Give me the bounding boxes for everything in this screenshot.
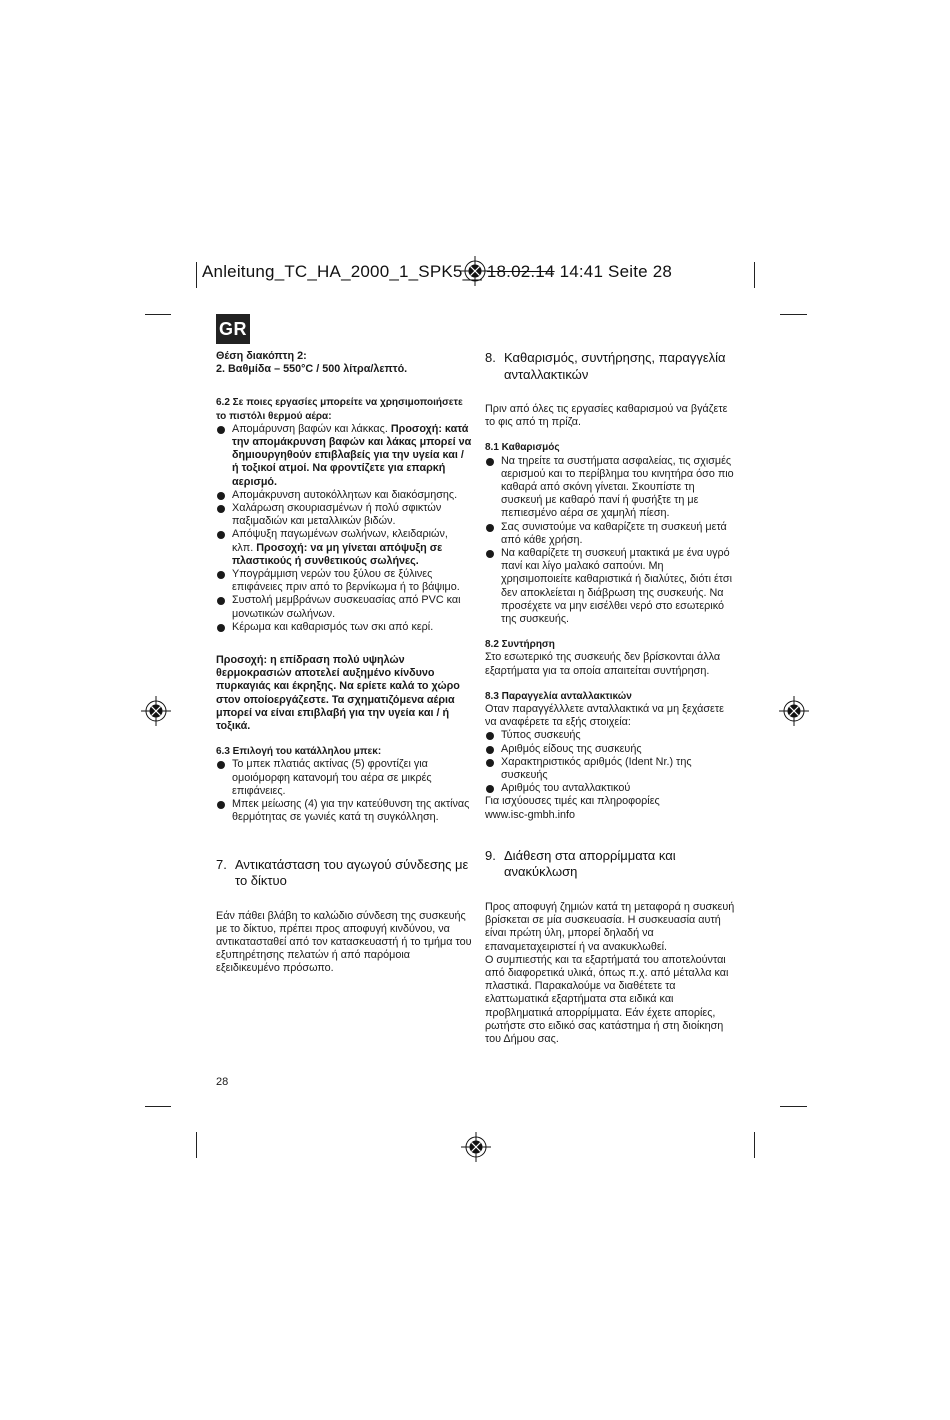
section-8-3-outro: Για ισχύουσες τιμές και πληροφορίες bbox=[485, 795, 660, 808]
section-7-heading bbox=[216, 857, 472, 890]
crop-mark bbox=[145, 314, 171, 315]
list-item: Συστολή μεμβράνων συσκευασίας από PVC και μονωτικών σωλήνων. bbox=[216, 594, 472, 620]
section-6-3-list bbox=[216, 758, 472, 824]
section-8-2-title: 8.2 Συντήρηση bbox=[485, 639, 555, 651]
list-item: Υπογράμμιση νερών του ξύλου σε ξύλινες επιφάνειες πριν από το βερνίκωμα ή το βάψιμο. bbox=[216, 568, 472, 594]
right-column bbox=[485, 350, 737, 1046]
crop-mark bbox=[145, 1106, 171, 1107]
section-6-2-title: 6.2 Σε ποιες εργασίες μπορείτε να χρησιμοποιήσετε το πιστόλι θερμού αέρα: bbox=[216, 397, 463, 422]
list-item: Απομάκρυνση αυτοκόλλητων και διακόσμησης. bbox=[216, 489, 472, 502]
section-8-3-title: 8.3 Παραγγελία ανταλλακτικών bbox=[485, 690, 632, 702]
registration-mark-icon bbox=[141, 696, 171, 726]
switch-position-line: 2. Βαθμίδα – 550°C / 500 λίτρα/λεπτό. bbox=[216, 363, 408, 376]
list-item: Το μπεκ πλατιάς ακτίνας (5) φροντίζει για ομοιόμορφη κατανομή του αέρα σε μικρές επιφάνειες. bbox=[216, 758, 472, 798]
section-number: 8. bbox=[485, 350, 496, 365]
section-8-1-list bbox=[485, 455, 737, 627]
crop-mark bbox=[196, 1132, 197, 1158]
slug-time: 14:41 bbox=[559, 262, 604, 281]
crop-mark bbox=[754, 1132, 755, 1158]
registration-mark-icon bbox=[461, 1132, 491, 1162]
section-8-intro: Πριν από όλες τις εργασίες καθαρισμού να βγάζετε το φις από τη πρίζα. bbox=[485, 403, 728, 429]
heat-warning: Προσοχή: η επίδραση πολύ υψηλών θερμοκρασιών αποτελεί αυξημένο κίνδυνο πυρκαγιάς και έκρηξης. Να ερίετε καλά το χώρο στον οποίοεργάζεστε. Τα σχηματιζόμενα αέρια μπορεί να είναι επιβλαβή για την υγεία και / ή τοξικά. bbox=[216, 654, 460, 733]
switch-position-title: Θέση διακόπτη 2: bbox=[216, 350, 307, 362]
list-item: Κέρωμα και καθαρισμός των σκι από κερί. bbox=[216, 621, 472, 634]
section-title: Καθαρισμός, συντήρησης, παραγγελία ανταλλακτικών bbox=[504, 350, 726, 382]
section-title: Διάθεση στα απορρίμματα και ανακύκλωση bbox=[504, 847, 676, 880]
registration-mark-icon bbox=[779, 696, 809, 726]
section-9-body-2: Ο συμπιεστής και τα εξαρτήματά του αποτελούνται από διαφορετικά υλικά, όπως π.χ. από μέταλλα και πλαστικά. Παρακαλούμε να διαθέτετε τα ελαττωματικά εξαρτήματα στα ειδικά και προβληματικά απορρίμματα. Εάν έχετε απορίες, ρωτήστε στο ειδικό σας κατάστημα ή στη διοίκηση του Δήμου σας. bbox=[485, 953, 729, 1045]
list-item: Σας συνιστούμε να καθαρίζετε τη συσκευή μετά από κάθε χρήση. bbox=[485, 521, 737, 547]
section-8-3-intro: Οταν παραγγέλλλετε ανταλλακτικά να μη ξεχάσετε να αναφέρετε τα εξής στοιχεία: bbox=[485, 703, 724, 729]
list-item: Αριθμός του ανταλλακτικού bbox=[485, 782, 737, 795]
crop-mark bbox=[780, 1106, 807, 1107]
section-8-2-body: Στο εσωτερικό της συσκευής δεν βρίσκονται άλλα εξαρτήματα για τα οποία απαιτείται συντήρηση. bbox=[485, 651, 721, 677]
list-item: Να τηρείτε τα συστήματα ασφαλείας, τις σχισμές αερισμού και το περίβλημα του κινητήρα όσο πιο καθαρά από σκόνη γίνεται. Σκουπίστε τη συσκευή με καθαρό πανί ή φυσήξτε τη με πεπιεσμένο αέρα σε χαμηλή πίεση. bbox=[485, 455, 737, 521]
list-item: Να καθαρίζετε τη συσκευή μτακτικά με ένα υγρό πανί και λίγο μαλακό σαπούνι. Μη χρησιμοποιείτε καθαριστικά ή διαλύτες, διότι έτσι δεν αποκλείεται η διάβρωση της συσκευής. Να προσέχετε να μην εισέλθει νερό στο εσωτερικό της συσκευής. bbox=[485, 547, 737, 626]
website-link: www.isc-gmbh.info bbox=[485, 808, 576, 821]
list-item: Χαλάρωση σκουριασμένων ή πολύ σφικτών παξιμαδιών και μεταλλικών βιδών. bbox=[216, 502, 472, 528]
section-number: 9. bbox=[485, 847, 496, 863]
slug-page: Seite 28 bbox=[608, 262, 673, 281]
slug-filename: Anleitung_TC_HA_2000_1_SPK5__ bbox=[202, 262, 482, 281]
print-slug bbox=[202, 262, 672, 282]
section-8-1-title: 8.1 Καθαρισμός bbox=[485, 442, 560, 454]
crop-mark bbox=[754, 262, 755, 288]
section-title: Αντικατάσταση του αγωγού σύνδεσης με το δίκτυο bbox=[235, 856, 469, 888]
left-column bbox=[216, 350, 472, 976]
list-item: Μπεκ μείωσης (4) για την κατεύθυνση της ακτίνας θερμότητας σε γωνιές κατά τη συγκόλληση. bbox=[216, 798, 472, 824]
section-9-body-1: Προς αποφυγή ζημιών κατά τη μεταφορά η συσκευή βρίσκεται σε μία συσκευασία. Η συσκευασία αυτή είναι πρώτη ύλη, μπορεί δηλαδή να επαναμεταχειριστεί ή να ανακυκλωθεί. bbox=[485, 900, 735, 953]
section-number: 7. bbox=[216, 856, 227, 872]
section-8-3-list bbox=[485, 729, 737, 795]
section-6-3-title: 6.3 Επιλογή του κατάλληλου μπεκ: bbox=[216, 746, 382, 758]
language-badge: GR bbox=[216, 314, 250, 344]
list-item: Απόψυξη παγωμένων σωλήνων, κλειδαριών, κλπ. Προσοχή: να μη γίνεται απόψυξη σε πλαστικούς ή συνθετικούς σωλήνες. bbox=[216, 528, 472, 568]
crop-mark bbox=[196, 262, 197, 288]
section-8-heading bbox=[485, 350, 737, 383]
list-item: Τύπος συσκευής bbox=[485, 729, 737, 742]
list-item: Απομάρυνση βαφών και λάκκας. Προσοχή: κατά την απομάκρυνση βαφών και λάκας μπορεί να δημιουργηθούν επιβλαβείς για την υγεία και / ή τοξικοί ατμοί. Να φροντίζετε για επαρκή αερισμό. bbox=[216, 423, 472, 489]
list-item: Αριθμός είδους της συσκευής bbox=[485, 743, 737, 756]
list-item: Χαρακτηριστικός αριθμός (Ident Nr.) της συσκευής bbox=[485, 756, 737, 782]
crop-mark bbox=[780, 314, 807, 315]
page-number: 28 bbox=[216, 1076, 229, 1088]
slug-date: 18.02.14 bbox=[486, 262, 555, 281]
section-7-body: Εάν πάθει βλάβη το καλώδιο σύνδεση της συσκευής με το δίκτυο, πρέπει προς αποφυγή κινδύνου, να αντικατασταθεί από τον κατασκευαστή ή το τμήμα του εξυπηρέτησης πελατών ή από παρόμοια εξειδικευμένο πρόσωπο. bbox=[216, 909, 472, 975]
section-9-heading bbox=[485, 848, 737, 881]
section-6-2-list bbox=[216, 423, 472, 634]
